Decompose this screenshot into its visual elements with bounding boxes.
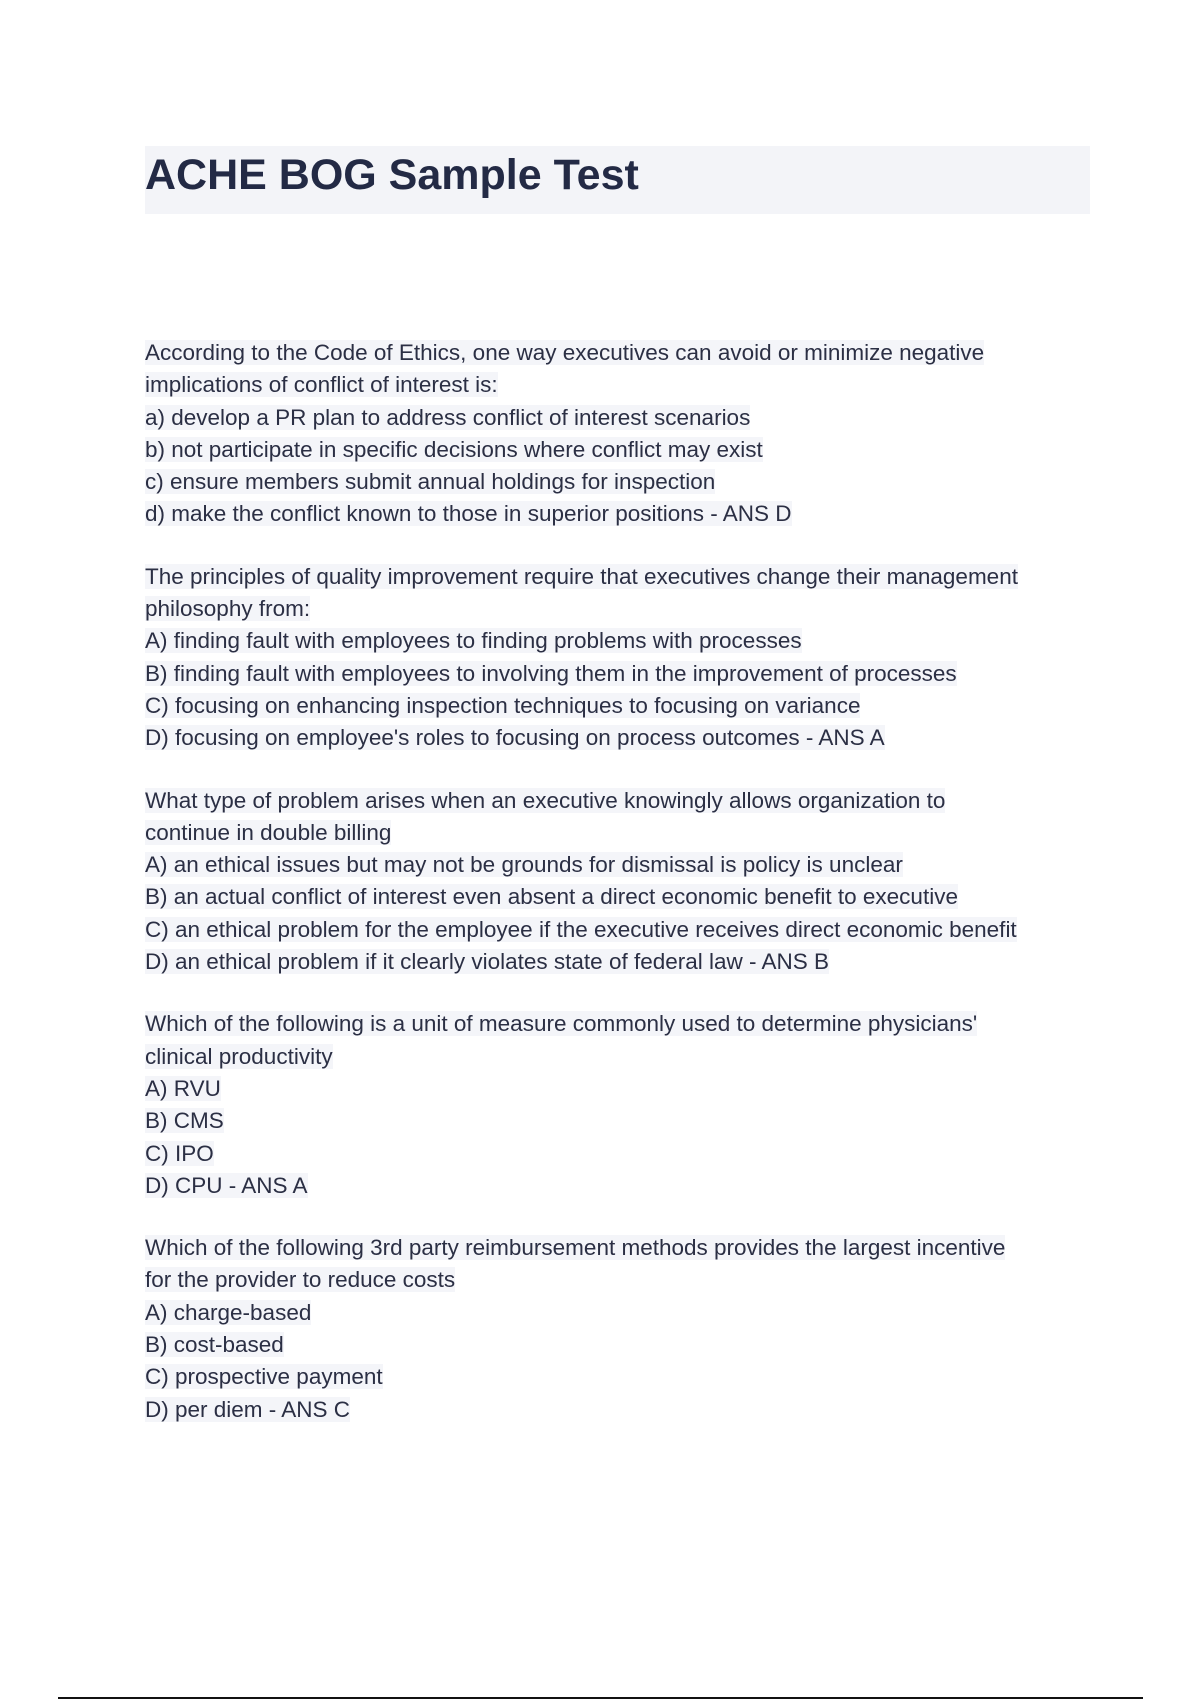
answer-option: B) cost-based bbox=[145, 1332, 284, 1358]
question-line: clinical productivity bbox=[145, 1043, 333, 1069]
answer-option: C) prospective payment bbox=[145, 1364, 383, 1390]
answer-option: D) an ethical problem if it clearly violates state of federal law - ANS B bbox=[145, 949, 830, 975]
question-1 bbox=[145, 337, 1095, 531]
answer-option: B) an actual conflict of interest even absent a direct economic benefit to executive bbox=[145, 884, 958, 910]
title-block bbox=[145, 146, 1090, 214]
question-4 bbox=[145, 1008, 1095, 1202]
question-3 bbox=[145, 785, 1095, 979]
question-line: The principles of quality improvement require that executives change their management bbox=[145, 563, 1018, 589]
answer-option: C) focusing on enhancing inspection techniques to focusing on variance bbox=[145, 692, 861, 718]
answer-option: A) charge-based bbox=[145, 1299, 312, 1325]
answer-option: A) RVU bbox=[145, 1075, 221, 1101]
answer-option: D) focusing on employee's roles to focusing on process outcomes - ANS A bbox=[145, 725, 885, 751]
footer-rule bbox=[58, 1697, 1143, 1699]
answer-option: c) ensure members submit annual holdings for inspection bbox=[145, 469, 716, 495]
question-list bbox=[145, 337, 1095, 1456]
answer-option: C) an ethical problem for the employee if the executive receives direct economic benefit bbox=[145, 916, 1017, 942]
answer-option: D) per diem - ANS C bbox=[145, 1396, 351, 1422]
question-2 bbox=[145, 561, 1095, 755]
question-line: Which of the following is a unit of measure commonly used to determine physicians' bbox=[145, 1011, 978, 1037]
question-line: for the provider to reduce costs bbox=[145, 1267, 456, 1293]
question-5 bbox=[145, 1232, 1095, 1426]
question-line: What type of problem arises when an executive knowingly allows organization to bbox=[145, 787, 946, 813]
answer-option: A) an ethical issues but may not be grounds for dismissal is policy is unclear bbox=[145, 852, 903, 878]
answer-option: B) CMS bbox=[145, 1108, 224, 1134]
answer-option: C) IPO bbox=[145, 1140, 214, 1166]
answer-option: d) make the conflict known to those in superior positions - ANS D bbox=[145, 501, 792, 527]
answer-option: a) develop a PR plan to address conflict of interest scenarios bbox=[145, 404, 751, 430]
answer-option: B) finding fault with employees to involving them in the improvement of processes bbox=[145, 660, 957, 686]
answer-option: D) CPU - ANS A bbox=[145, 1172, 308, 1198]
question-line: According to the Code of Ethics, one way executives can avoid or minimize negative bbox=[145, 340, 985, 365]
answer-option: A) finding fault with employees to finding problems with processes bbox=[145, 628, 802, 654]
answer-option: b) not participate in specific decisions where conflict may exist bbox=[145, 436, 763, 462]
question-line: implications of conflict of interest is: bbox=[145, 372, 498, 398]
question-line: continue in double billing bbox=[145, 819, 392, 845]
question-line: philosophy from: bbox=[145, 596, 311, 622]
page-title: ACHE BOG Sample Test bbox=[145, 151, 639, 199]
question-line: Which of the following 3rd party reimbursement methods provides the largest incentive bbox=[145, 1235, 1006, 1261]
